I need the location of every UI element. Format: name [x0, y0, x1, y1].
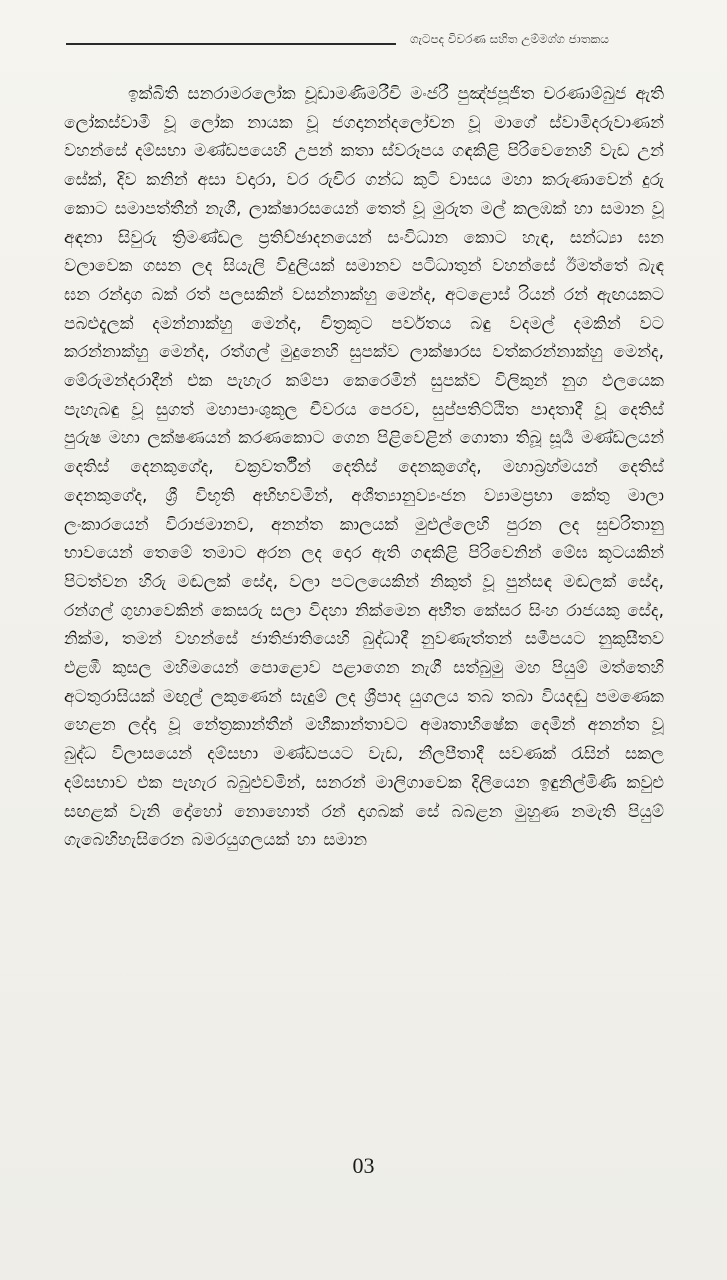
- body-paragraph: ඉක්බිති සනරාමරලෝක චූඩාමණිමරීචි මංජරී පුඤ්ජපූජිත චරණාම්බුජ ඇති ලෝකස්වාමී වූ ලෝක නායක වූ ජගදානන්දලෝචන වූ මාගේ ස්වාමිදරුවාණන් වහන්සේ දම්සභා මණ්ඩපයෙහි උපන් කතා ස්වරූපය ගඳකිළි පිරිවෙනෙහි වැඩ උන් සේක්, දිව කනින් අසා වදාරා, වර රුචිර ගන්ධ කුටි වාසය මහා කරුණාවෙන් දුරු කොට සමාපත්තීන් නැගී, ලාක්ෂාරසයෙන් තෙත් වූ මුරුත මල් කලඹක් හා සමාන වූ අඳනා සිවුරු ත්‍රිමණ්ඩල ප්‍රතිච්ඡාදනයෙන් සංවිධාන කොට හැඳ, සන්ධ්‍යා ඝන වලාවෙක ගසන ලද සියැලි විදුලියක් සමානව පටිධාතුන් වහන්සේ ඊමත්තේ බැඳ ඝන රන්දාග බක් රත් පලසකින් වසන්නාක්හු මෙන්ද, අටළොස් රියන් රන් ඇඟයකට පබළුදැලක් දමන්නාක්හු මෙන්ද, චිත්‍රකූට පර්වතය බඳු වදමල් දමකින් වට කරන්නාක්හු මෙන්ද, රත්ගල් මුදුනෙහි සුපක්ව ලාක්ෂාරස වත්කරන්නාක්හු මෙන්ද, මේරුමන්දරාදීන් එක පැහැර කම්පා කෙරෙමින් සුපක්ව විලිකුන් නුග ඵලයෙක පැහැබඳු වූ සුගත් මහාපාංශුකූල චීවරය පෙරව, සුප්පතිට්ඨිත පාදතාදී වූ දෙතිස් පුරුෂ මහා ලක්ෂණයන් කරණකොට ගෙන පිළිවෙළින් ගොතා තිබූ සූර්‍ය මණ්ඩලයන් දෙතිස් දෙනකුගේද, චක්‍රවර්තීන් දෙතිස් දෙනකුගේද, මහාබ්‍රහ්මයන් දෙතිස් දෙනකුගේද, ශ්‍රී විභූති අභිභවමින්, අශීත්‍යානුව්‍යංජන ව්‍යාමප්‍රභා කේතු මාලා ලංකාරයෙන් විරාජමානව, අනන්ත කාලයක් මුළුල්ලෙහි පුරන ලද සුචරිතානු භාවයෙන් තෙමේ තමාට අරන ලද දොර ඇති ගඳකිළි පිරිවෙනින් මේඝ කූටයකින් පිටත්වන හිරු මඬලක් සේද, වලා පටලයෙකින් නිකුත් වූ පුන්සඳ මඬලක් සේද, රන්ගල් ගුහාවෙකින් කෙසරු සලා විදහා නික්මෙන අභීත කේසර සිංහ රාජයකු සේද, නික්ම, තමන් වහන්සේ ජාතිජාතියෙහි බුද්ධාදී නුවණැත්තන් සමීපයට නුකුසීතව එළඹී කුසල මහිමයෙන් පොළොව පළාගෙන නැගී සත්බුමු මහ පියුම් මත්තෙහි අටතුරාසියක් මඟුල් ලකුණෙන් සැදුම් ලද ශ්‍රීපාද යුගලය තබ තබා වියදඬු පමණෙක හෙළන ලද්දා වූ නේත්‍රකාන්තීන් මහීකාන්තාවට අමෘතාභිෂේක දෙමින් අනන්ත වූ බුද්ධ විලාසයෙන් දම්සභා මණ්ඩපයට වැඩ, නීලපීතාදී සවණක් රැසින් සකල දම්සභාව එක පැහැර බබුළුවමින්, සනරන් මාලිගාවෙක දිලියෙන ඉඳුනිල්මිණි කවුළු සඟළක් වැනි දෝහෝ නොහොත් රන් දාගබක් සේ බබළන මුහුණ නමැති පියුම් ගැබෙහිහැසිරෙන බමරයුගලයක් හා සමාන: [64, 84, 664, 851]
- header-rule: [66, 43, 396, 45]
- page-number: 03: [352, 1153, 375, 1178]
- running-title: ගැටපද විවරණ සහිත උම්මග්ග ජාතකය: [410, 32, 609, 46]
- body-text: [64, 80, 664, 1110]
- page-header: [0, 28, 727, 52]
